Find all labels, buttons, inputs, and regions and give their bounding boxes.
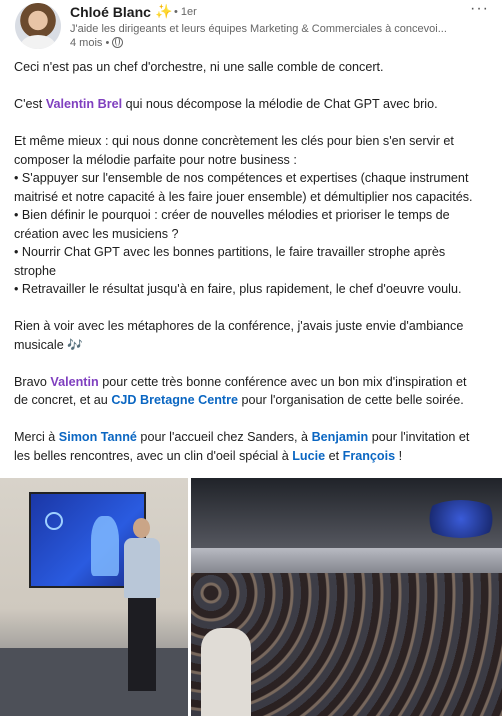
speaker-legs bbox=[128, 596, 156, 691]
conductor-figure bbox=[91, 516, 119, 576]
ai-logo-icon bbox=[45, 512, 63, 530]
text: Bravo bbox=[14, 374, 51, 389]
post-time bbox=[70, 37, 123, 49]
post-line: Ceci n'est pas un chef d'orchestre, ni une salle comble de concert. bbox=[14, 60, 384, 74]
photo-speaker[interactable] bbox=[0, 478, 188, 716]
post-line: composer la mélodie parfaite pour notre business : bbox=[14, 152, 297, 167]
post-line: • Retravailler le résultat jusqu'à en faire, plus rapidement, le chef d'oeuvre voulu. bbox=[14, 282, 462, 296]
mention-benjamin[interactable]: Benjamin bbox=[311, 430, 369, 444]
text: pour l'organisation de cette belle soirée. bbox=[238, 393, 464, 407]
text: et bbox=[325, 448, 343, 463]
text: pour l'accueil chez Sanders, à bbox=[136, 430, 312, 444]
post-line bbox=[14, 428, 494, 447]
author-name[interactable]: Chloé Blanc bbox=[70, 4, 151, 20]
post-line: Et même mieux : qui nous donne concrètement les clés pour bien s'en servir et bbox=[14, 134, 454, 148]
floor bbox=[0, 648, 188, 716]
connection-degree: • 1er bbox=[174, 6, 197, 18]
speaker-head bbox=[133, 518, 150, 538]
text: Merci à bbox=[14, 430, 59, 444]
sparkle-icon: ✨ bbox=[155, 3, 173, 19]
text: pour l'invitation et bbox=[368, 430, 470, 444]
speaker-body bbox=[124, 538, 160, 598]
post-line: • Nourrir Chat GPT avec les bonnes partitions, le faire travailler strophe après bbox=[14, 245, 446, 259]
post-line: strophe bbox=[14, 263, 57, 278]
more-icon[interactable]: ··· bbox=[470, 0, 489, 17]
post-line: création avec les musiciens ? bbox=[14, 226, 179, 241]
mention-valentin-brel[interactable]: Valentin Brel bbox=[45, 97, 123, 111]
post-line bbox=[14, 95, 494, 114]
text: les belles rencontres, avec un clin d'oeil spécial à bbox=[14, 448, 293, 463]
mention-cjd-bretagne-centre[interactable]: CJD Bretagne Centre bbox=[111, 393, 238, 407]
photo-audience[interactable] bbox=[191, 478, 502, 716]
author-avatar[interactable] bbox=[15, 3, 61, 49]
ceiling-light bbox=[421, 500, 501, 538]
text: pour cette très bonne conférence avec un bon mix d'inspiration et bbox=[98, 374, 467, 389]
mention-valentin[interactable]: Valentin bbox=[50, 374, 99, 389]
post-line bbox=[14, 373, 494, 392]
text: C'est bbox=[14, 97, 46, 111]
post-line: • S'appuyer sur l'ensemble de nos compétences et expertises (chaque instrument bbox=[14, 171, 469, 185]
mention-francois[interactable]: François bbox=[342, 448, 396, 463]
text: ! bbox=[395, 448, 403, 463]
globe-icon bbox=[112, 37, 123, 48]
post-text bbox=[14, 58, 494, 465]
post-line bbox=[14, 447, 494, 466]
post-line bbox=[14, 391, 494, 410]
mention-lucie[interactable]: Lucie bbox=[292, 448, 326, 463]
text: qui nous décompose la mélodie de Chat GPT avec brio. bbox=[122, 97, 438, 111]
text: de concret, et au bbox=[14, 393, 112, 407]
post-line: musicale 🎶 bbox=[14, 337, 83, 352]
post-line: maitrisé et notre capacité à les faire jouer ensemble) et démultiplier nos capacités. bbox=[14, 189, 473, 204]
post-line: Rien à voir avec les métaphores de la conférence, j'avais juste envie d'ambiance bbox=[14, 319, 464, 333]
author-headline: J'aide les dirigeants et leurs équipes Marketing & Commerciales à concevoi... bbox=[70, 23, 447, 35]
front-attendee bbox=[201, 628, 251, 716]
post-time-text: 4 mois • bbox=[70, 37, 110, 49]
post-header bbox=[0, 0, 502, 58]
post-line: • Bien définir le pourquoi : créer de nouvelles mélodies et prioriser le temps de bbox=[14, 208, 450, 222]
mention-simon-tanne[interactable]: Simon Tanné bbox=[58, 430, 137, 444]
